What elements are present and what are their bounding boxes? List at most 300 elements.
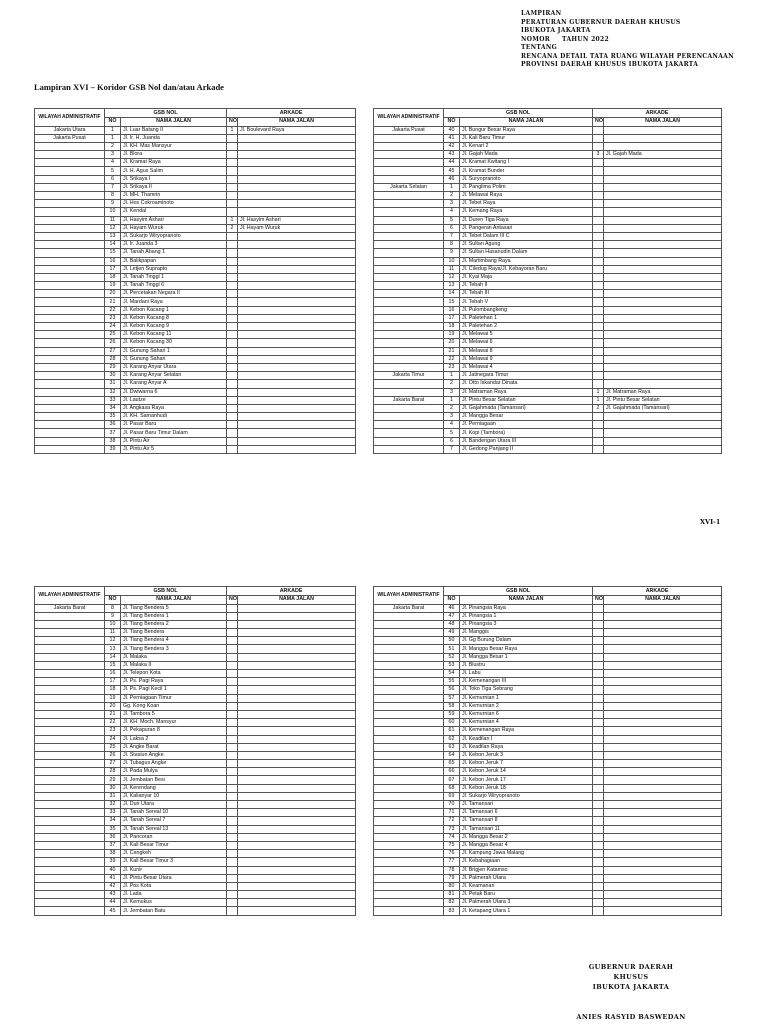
gsb-no-cell: 15 bbox=[105, 249, 121, 257]
corridor-table-1 bbox=[34, 108, 356, 454]
arkade-no-cell bbox=[593, 380, 604, 388]
arkade-street-cell bbox=[238, 833, 356, 841]
table-row bbox=[374, 380, 722, 388]
gsb-street-cell: Jl. Dwiwarna 6 bbox=[121, 388, 227, 396]
gsb-no-cell: 48 bbox=[444, 620, 460, 628]
gsb-street-cell: Jl. Tanah Tinggi 6 bbox=[121, 282, 227, 290]
arkade-street-cell bbox=[238, 637, 356, 645]
table-row bbox=[374, 768, 722, 776]
table-row bbox=[35, 134, 356, 142]
wilayah-cell bbox=[35, 809, 105, 817]
wilayah-cell bbox=[374, 825, 444, 833]
gsb-street-cell: Jl. Melawai Raya bbox=[460, 192, 593, 200]
arkade-street-cell bbox=[604, 702, 722, 710]
gsb-no-cell: 3 bbox=[444, 388, 460, 396]
table-row bbox=[35, 710, 356, 718]
wilayah-cell: Jakarta Selatan bbox=[374, 183, 444, 191]
table-row bbox=[374, 891, 722, 899]
gsb-street-cell: Jl. Kebon Jeruk 7 bbox=[460, 760, 593, 768]
header-no: NO bbox=[593, 596, 604, 605]
gsb-no-cell: 35 bbox=[105, 413, 121, 421]
arkade-street-cell bbox=[238, 282, 356, 290]
arkade-no-cell bbox=[227, 339, 238, 347]
arkade-street-cell bbox=[604, 686, 722, 694]
table-row bbox=[374, 760, 722, 768]
arkade-street-cell bbox=[604, 282, 722, 290]
wilayah-cell bbox=[374, 776, 444, 784]
arkade-no-cell bbox=[227, 396, 238, 404]
arkade-street-cell bbox=[604, 719, 722, 727]
wilayah-cell bbox=[35, 314, 105, 322]
arkade-street-cell bbox=[604, 298, 722, 306]
arkade-no-cell bbox=[593, 653, 604, 661]
wilayah-cell bbox=[35, 727, 105, 735]
arkade-street-cell bbox=[238, 907, 356, 915]
gsb-street-cell: Jl. Melawai 5 bbox=[460, 331, 593, 339]
table-row bbox=[35, 380, 356, 388]
gsb-street-cell: Jl. Hos Cokroaminoto bbox=[121, 200, 227, 208]
gsb-no-cell: 22 bbox=[444, 355, 460, 363]
gsb-street-cell: Jl. Kyai Maja bbox=[460, 273, 593, 281]
gsb-no-cell: 17 bbox=[105, 265, 121, 273]
arkade-no-cell bbox=[593, 429, 604, 437]
arkade-street-cell bbox=[238, 388, 356, 396]
gsb-no-cell: 46 bbox=[444, 175, 460, 183]
wilayah-cell bbox=[374, 620, 444, 628]
wilayah-cell bbox=[374, 670, 444, 678]
gsb-street-cell: Jl. Suryopranoto bbox=[460, 175, 593, 183]
header-arkade: ARKADE bbox=[227, 587, 356, 596]
arkade-street-cell bbox=[238, 710, 356, 718]
arkade-no-cell bbox=[593, 661, 604, 669]
arkade-street-cell bbox=[604, 273, 722, 281]
header-arkade: ARKADE bbox=[593, 587, 722, 596]
wilayah-cell bbox=[374, 653, 444, 661]
arkade-no-cell bbox=[227, 612, 238, 620]
arkade-no-cell bbox=[593, 866, 604, 874]
gsb-no-cell: 18 bbox=[444, 323, 460, 331]
table-row bbox=[374, 388, 722, 396]
table-row bbox=[374, 817, 722, 825]
arkade-no-cell: 2 bbox=[227, 224, 238, 232]
arkade-no-cell bbox=[593, 314, 604, 322]
arkade-no-cell bbox=[227, 801, 238, 809]
wilayah-cell: Jakarta Timur bbox=[374, 372, 444, 380]
table-row bbox=[35, 751, 356, 759]
wilayah-cell bbox=[35, 735, 105, 743]
arkade-no-cell bbox=[593, 702, 604, 710]
header-no: NO bbox=[227, 118, 238, 127]
table-row bbox=[374, 637, 722, 645]
table-row bbox=[374, 273, 722, 281]
gsb-no-cell: 20 bbox=[105, 702, 121, 710]
table-row bbox=[374, 363, 722, 371]
gsb-no-cell: 8 bbox=[444, 241, 460, 249]
gsb-street-cell: Gg. Kong Koan bbox=[121, 702, 227, 710]
gsb-no-cell: 78 bbox=[444, 866, 460, 874]
arkade-street-cell bbox=[604, 429, 722, 437]
gsb-street-cell: Jl. Malaka bbox=[121, 653, 227, 661]
wilayah-cell bbox=[374, 142, 444, 150]
gsb-no-cell: 42 bbox=[105, 882, 121, 890]
corridor-table-4 bbox=[373, 586, 722, 916]
gsb-street-cell: Jl. Stasiun Angke bbox=[121, 751, 227, 759]
gsb-street-cell: Jl. Ciledug Raya/Jl. Kebayoran Baru bbox=[460, 265, 593, 273]
arkade-no-cell bbox=[227, 167, 238, 175]
arkade-street-cell bbox=[604, 710, 722, 718]
gsb-street-cell: Jl. Kemukus bbox=[121, 899, 227, 907]
gsb-street-cell: Jl. Petak Baru bbox=[460, 891, 593, 899]
arkade-street-cell: Jl. Hayam Wuruk bbox=[238, 224, 356, 232]
gsb-street-cell: Jl. Kenari 2 bbox=[460, 142, 593, 150]
gsb-street-cell: Jl. Pada Mulya bbox=[121, 768, 227, 776]
gsb-street-cell: Jl. Pos Kota bbox=[121, 882, 227, 890]
arkade-no-cell bbox=[593, 200, 604, 208]
wilayah-cell bbox=[35, 331, 105, 339]
arkade-street-cell bbox=[238, 208, 356, 216]
arkade-street-cell bbox=[604, 653, 722, 661]
wilayah-cell bbox=[374, 891, 444, 899]
table-row bbox=[35, 355, 356, 363]
arkade-street-cell bbox=[604, 891, 722, 899]
gsb-no-cell: 45 bbox=[444, 167, 460, 175]
gsb-street-cell: Jl. Bungur Besar Raya bbox=[460, 126, 593, 134]
wilayah-cell bbox=[35, 620, 105, 628]
gsb-no-cell: 42 bbox=[444, 142, 460, 150]
gsb-no-cell: 32 bbox=[105, 801, 121, 809]
gsb-street-cell: Jl. Jembatan Batu bbox=[121, 907, 227, 915]
arkade-street-cell bbox=[604, 224, 722, 232]
gsb-no-cell: 63 bbox=[444, 743, 460, 751]
arkade-no-cell bbox=[227, 833, 238, 841]
arkade-street-cell bbox=[238, 314, 356, 322]
table-row bbox=[374, 825, 722, 833]
gsb-street-cell: Jl. Kebon Kacang 8 bbox=[121, 314, 227, 322]
arkade-street-cell bbox=[238, 192, 356, 200]
gsb-street-cell: Jl. Tiang Bendera 4 bbox=[121, 637, 227, 645]
wilayah-cell bbox=[35, 882, 105, 890]
arkade-street-cell bbox=[604, 363, 722, 371]
gsb-street-cell: Jl. Pintu Besar Utara bbox=[121, 874, 227, 882]
table-row bbox=[374, 776, 722, 784]
arkade-street-cell bbox=[604, 866, 722, 874]
arkade-no-cell bbox=[227, 142, 238, 150]
gsb-street-cell: Jl. Tamansari 11 bbox=[460, 825, 593, 833]
arkade-no-cell bbox=[593, 257, 604, 265]
table-row bbox=[374, 265, 722, 273]
arkade-no-cell bbox=[227, 809, 238, 817]
wilayah-cell bbox=[35, 792, 105, 800]
wilayah-cell bbox=[35, 776, 105, 784]
wilayah-cell bbox=[35, 686, 105, 694]
arkade-no-cell bbox=[593, 372, 604, 380]
arkade-no-cell bbox=[593, 126, 604, 134]
arkade-street-cell bbox=[604, 899, 722, 907]
table-row bbox=[35, 825, 356, 833]
arkade-street-cell bbox=[238, 404, 356, 412]
table-row bbox=[374, 751, 722, 759]
arkade-no-cell bbox=[593, 899, 604, 907]
table-row bbox=[35, 882, 356, 890]
arkade-no-cell bbox=[227, 159, 238, 167]
arkade-street-cell bbox=[604, 134, 722, 142]
arkade-no-cell bbox=[593, 678, 604, 686]
gsb-street-cell: Jl. Luar Batang II bbox=[121, 126, 227, 134]
arkade-no-cell bbox=[227, 719, 238, 727]
gsb-no-cell: 28 bbox=[105, 768, 121, 776]
gsb-no-cell: 2 bbox=[444, 192, 460, 200]
wilayah-cell bbox=[35, 850, 105, 858]
table-row bbox=[35, 224, 356, 232]
arkade-no-cell bbox=[227, 694, 238, 702]
arkade-street-cell bbox=[604, 612, 722, 620]
gsb-street-cell: Jl. Angkasa Raya bbox=[121, 404, 227, 412]
arkade-street-cell bbox=[604, 241, 722, 249]
wilayah-cell bbox=[35, 907, 105, 915]
gsb-street-cell: Jl. Tanah Sereal 13 bbox=[121, 825, 227, 833]
header-gsb-nol: GSB NOL bbox=[105, 587, 227, 596]
table-row bbox=[374, 429, 722, 437]
gsb-street-cell: Jl. Tiang Bendera 2 bbox=[121, 620, 227, 628]
gsb-no-cell: 27 bbox=[105, 760, 121, 768]
wilayah-cell bbox=[374, 907, 444, 915]
gsb-street-cell: Jl. Tamansari 8 bbox=[460, 817, 593, 825]
wilayah-cell bbox=[374, 298, 444, 306]
gsb-no-cell: 79 bbox=[444, 874, 460, 882]
arkade-street-cell bbox=[604, 661, 722, 669]
table-row bbox=[374, 396, 722, 404]
wilayah-cell bbox=[374, 702, 444, 710]
gsb-street-cell: Jl. Mangga Besar 2 bbox=[460, 833, 593, 841]
gsb-no-cell: 10 bbox=[105, 208, 121, 216]
arkade-street-cell bbox=[238, 183, 356, 191]
table-row bbox=[374, 314, 722, 322]
arkade-no-cell bbox=[227, 306, 238, 314]
table-row bbox=[374, 858, 722, 866]
wilayah-cell bbox=[35, 421, 105, 429]
arkade-no-cell bbox=[593, 743, 604, 751]
arkade-street-cell bbox=[604, 257, 722, 265]
gsb-street-cell: Jl. Matraman Raya bbox=[460, 388, 593, 396]
wilayah-cell bbox=[374, 175, 444, 183]
table-row bbox=[35, 331, 356, 339]
arkade-street-cell bbox=[604, 841, 722, 849]
wilayah-cell bbox=[35, 208, 105, 216]
arkade-no-cell bbox=[227, 429, 238, 437]
gsb-no-cell: 80 bbox=[444, 882, 460, 890]
arkade-no-cell bbox=[227, 183, 238, 191]
wilayah-cell bbox=[374, 241, 444, 249]
gsb-no-cell: 1 bbox=[444, 372, 460, 380]
wilayah-cell bbox=[374, 445, 444, 453]
gsb-street-cell: Jl. Pekapuran 8 bbox=[121, 727, 227, 735]
arkade-street-cell bbox=[604, 232, 722, 240]
table-row bbox=[374, 604, 722, 612]
arkade-no-cell bbox=[227, 768, 238, 776]
gsb-no-cell: 21 bbox=[105, 298, 121, 306]
arkade-no-cell bbox=[227, 372, 238, 380]
arkade-street-cell: Jl. Gajah Mada bbox=[604, 151, 722, 159]
header-nama-jalan: NAMA JALAN bbox=[121, 118, 227, 127]
gsb-street-cell: Jl. Gg Burung Dalam bbox=[460, 637, 593, 645]
gsb-no-cell: 32 bbox=[105, 388, 121, 396]
gsb-no-cell: 9 bbox=[105, 612, 121, 620]
wilayah-cell bbox=[374, 224, 444, 232]
wilayah-cell: Jakarta Pusat bbox=[35, 134, 105, 142]
table-row bbox=[35, 620, 356, 628]
wilayah-cell bbox=[35, 694, 105, 702]
wilayah-cell bbox=[35, 429, 105, 437]
arkade-street-cell bbox=[238, 661, 356, 669]
arkade-no-cell bbox=[593, 637, 604, 645]
header-line: PROVINSI DAERAH KHUSUS IBUKOTA JAKARTA bbox=[521, 61, 699, 68]
gsb-no-cell: 8 bbox=[105, 604, 121, 612]
gsb-street-cell: Jl. Hayam Wuruk bbox=[121, 224, 227, 232]
gsb-no-cell: 8 bbox=[105, 192, 121, 200]
wilayah-cell bbox=[35, 653, 105, 661]
gsb-no-cell: 43 bbox=[444, 151, 460, 159]
table-row bbox=[374, 809, 722, 817]
gsb-street-cell: Jl. Sukarjo Wiryopranoto bbox=[121, 232, 227, 240]
gsb-street-cell: Jl. Keadilan Raya bbox=[460, 743, 593, 751]
gsb-no-cell: 69 bbox=[444, 792, 460, 800]
arkade-street-cell bbox=[238, 200, 356, 208]
wilayah-cell bbox=[35, 645, 105, 653]
wilayah-cell bbox=[35, 833, 105, 841]
wilayah-cell bbox=[374, 314, 444, 322]
arkade-street-cell bbox=[604, 372, 722, 380]
arkade-no-cell bbox=[593, 833, 604, 841]
table-row bbox=[374, 331, 722, 339]
gsb-no-cell: 25 bbox=[105, 331, 121, 339]
arkade-no-cell bbox=[227, 637, 238, 645]
gsb-no-cell: 38 bbox=[105, 437, 121, 445]
wilayah-cell bbox=[35, 719, 105, 727]
gsb-no-cell: 73 bbox=[444, 825, 460, 833]
table-row bbox=[35, 265, 356, 273]
header-line: NOMOR TAHUN 2022 bbox=[521, 35, 609, 43]
wilayah-cell bbox=[35, 216, 105, 224]
gsb-street-cell: Jl. Srikaya I bbox=[121, 175, 227, 183]
header-gsb-nol: GSB NOL bbox=[444, 587, 593, 596]
gsb-street-cell: Jl. Hasyim Ashari bbox=[121, 216, 227, 224]
header-line: IBUKOTA JAKARTA bbox=[521, 27, 591, 34]
wilayah-cell bbox=[374, 645, 444, 653]
gsb-no-cell: 15 bbox=[444, 298, 460, 306]
arkade-no-cell bbox=[227, 661, 238, 669]
gsb-street-cell: Jl. Tambora 5 bbox=[121, 710, 227, 718]
arkade-street-cell bbox=[604, 678, 722, 686]
gsb-street-cell: Jl. Srikaya II bbox=[121, 183, 227, 191]
arkade-no-cell bbox=[227, 282, 238, 290]
gsb-no-cell: 4 bbox=[444, 421, 460, 429]
wilayah-cell bbox=[374, 850, 444, 858]
arkade-no-cell bbox=[593, 241, 604, 249]
table-row bbox=[35, 645, 356, 653]
gsb-street-cell: Jl. Ketapang Utara 1 bbox=[460, 907, 593, 915]
wilayah-cell bbox=[35, 290, 105, 298]
gsb-no-cell: 14 bbox=[444, 290, 460, 298]
arkade-no-cell bbox=[227, 257, 238, 265]
arkade-no-cell bbox=[227, 735, 238, 743]
wilayah-cell bbox=[374, 801, 444, 809]
arkade-no-cell bbox=[593, 858, 604, 866]
arkade-no-cell bbox=[593, 192, 604, 200]
gsb-no-cell: 4 bbox=[105, 159, 121, 167]
gsb-no-cell: 41 bbox=[105, 874, 121, 882]
gsb-no-cell: 7 bbox=[444, 232, 460, 240]
gsb-street-cell: Jl. Kunir bbox=[121, 866, 227, 874]
gsb-street-cell: Jl. Melawai 8 bbox=[460, 347, 593, 355]
gsb-no-cell: 70 bbox=[444, 801, 460, 809]
gsb-street-cell: Jl. Percetakan Negara II bbox=[121, 290, 227, 298]
table-row bbox=[374, 792, 722, 800]
gsb-street-cell: Jl. KH. Mas Mansyur bbox=[121, 142, 227, 150]
arkade-no-cell bbox=[227, 743, 238, 751]
gsb-no-cell: 5 bbox=[105, 167, 121, 175]
arkade-street-cell bbox=[604, 743, 722, 751]
gsb-no-cell: 1 bbox=[105, 126, 121, 134]
gsb-no-cell: 31 bbox=[105, 380, 121, 388]
wilayah-cell bbox=[374, 282, 444, 290]
wilayah-cell bbox=[35, 380, 105, 388]
arkade-street-cell: Jl. Pintu Besar Selatan bbox=[604, 396, 722, 404]
arkade-street-cell bbox=[604, 604, 722, 612]
wilayah-cell bbox=[374, 858, 444, 866]
table-row bbox=[35, 241, 356, 249]
gsb-street-cell: Jl. Tebah III bbox=[460, 290, 593, 298]
arkade-no-cell bbox=[593, 363, 604, 371]
gsb-street-cell: Jl. KH. Moch. Mansyur bbox=[121, 719, 227, 727]
wilayah-cell bbox=[35, 760, 105, 768]
arkade-no-cell bbox=[593, 142, 604, 150]
arkade-street-cell bbox=[238, 355, 356, 363]
arkade-street-cell bbox=[238, 241, 356, 249]
arkade-street-cell bbox=[238, 429, 356, 437]
arkade-street-cell bbox=[238, 437, 356, 445]
header-nama-jalan: NAMA JALAN bbox=[604, 596, 722, 605]
wilayah-cell bbox=[374, 200, 444, 208]
table-row bbox=[35, 167, 356, 175]
gsb-street-cell: Jl. Tiang Bendera 3 bbox=[121, 645, 227, 653]
gsb-no-cell: 16 bbox=[444, 306, 460, 314]
arkade-no-cell bbox=[227, 817, 238, 825]
gsb-no-cell: 1 bbox=[444, 396, 460, 404]
wilayah-cell bbox=[35, 232, 105, 240]
gsb-no-cell: 51 bbox=[444, 645, 460, 653]
wilayah-cell bbox=[35, 751, 105, 759]
wilayah-cell bbox=[374, 249, 444, 257]
gsb-street-cell: Jl. Kopi (Tambora) bbox=[460, 429, 593, 437]
table-row bbox=[374, 882, 722, 890]
gsb-street-cell: Jl. Mardani Raya bbox=[121, 298, 227, 306]
gsb-street-cell: Jl. Pintu Air bbox=[121, 437, 227, 445]
table-row bbox=[35, 421, 356, 429]
gsb-no-cell: 37 bbox=[105, 841, 121, 849]
gsb-no-cell: 3 bbox=[444, 413, 460, 421]
gsb-no-cell: 46 bbox=[444, 604, 460, 612]
arkade-no-cell bbox=[227, 678, 238, 686]
corridor-table-2 bbox=[373, 108, 722, 454]
gsb-street-cell: Jl. Kebon Kacang 30 bbox=[121, 339, 227, 347]
arkade-street-cell bbox=[604, 437, 722, 445]
table-row bbox=[374, 323, 722, 331]
header-arkade: ARKADE bbox=[227, 109, 356, 118]
arkade-no-cell bbox=[227, 645, 238, 653]
arkade-street-cell bbox=[604, 907, 722, 915]
table-row bbox=[374, 841, 722, 849]
arkade-street-cell bbox=[604, 290, 722, 298]
